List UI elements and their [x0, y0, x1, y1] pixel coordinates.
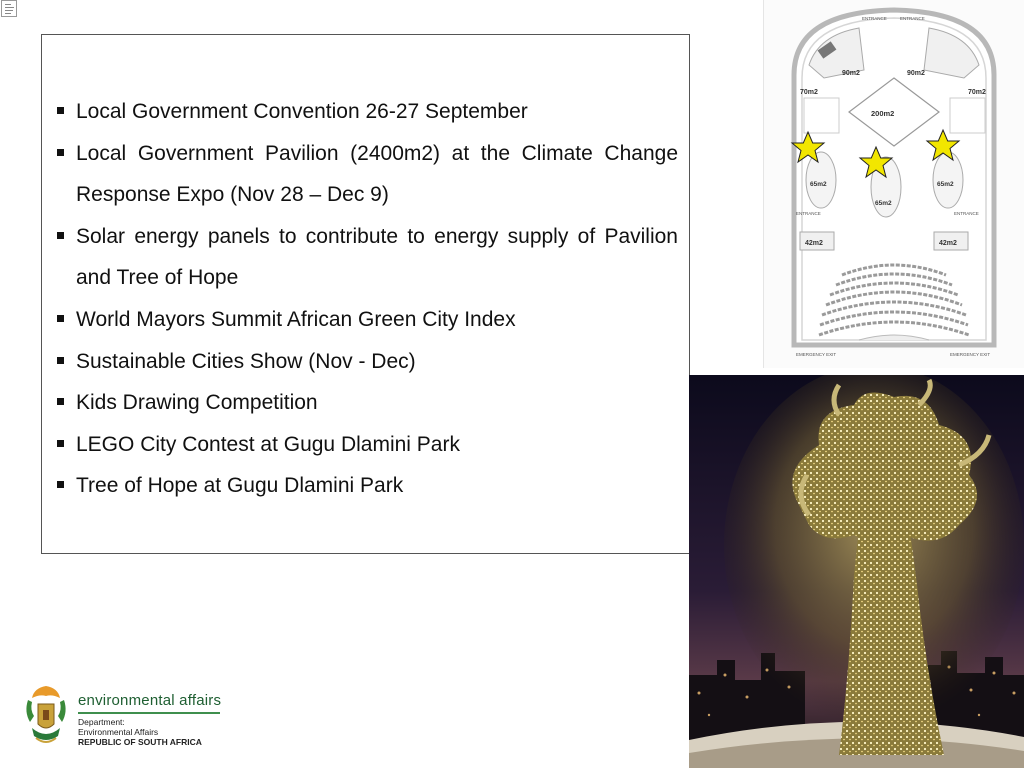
bullet-item: LEGO City Contest at Gugu Dlamini Park [56, 424, 678, 466]
pavilion-floor-plan [763, 0, 1024, 368]
bullet-item: Kids Drawing Competition [56, 382, 678, 424]
bullet-marker [57, 398, 64, 405]
room-90-label: 90m2 [842, 70, 860, 77]
bullet-list [56, 91, 678, 507]
room-90-label: 90m2 [907, 70, 925, 77]
floorplan-entrance-label: ENTRANCE [862, 16, 887, 21]
room-42-label: 42m2 [939, 240, 957, 247]
bullet-item: World Mayors Summit African Green City Index [56, 299, 678, 341]
bullet-marker [57, 440, 64, 447]
emergency-exit-label: EMERGENCY EXIT [796, 352, 837, 357]
bullet-item: Solar energy panels to contribute to energy supply of Pavilion and Tree of Hope [56, 216, 678, 299]
room-70-label: 70m2 [800, 89, 818, 96]
bullet-item: Sustainable Cities Show (Nov - Dec) [56, 341, 678, 383]
bullet-text-box [41, 34, 690, 554]
room-65-label: 65m2 [810, 181, 827, 188]
bullet-marker [57, 481, 64, 488]
floorplan-entrance-label: ENTRANCE [954, 211, 979, 216]
room-65-label: 65m2 [937, 181, 954, 188]
room-65-label: 65m2 [875, 200, 892, 207]
room-200-label: 200m2 [871, 109, 895, 118]
bullet-marker [57, 149, 64, 156]
logo-department-label: Department: [78, 717, 125, 727]
bullet-item: Local Government Pavilion (2400m2) at the Climate Change Response Expo (Nov 28 – Dec 9) [56, 133, 678, 216]
emergency-exit-label: EMERGENCY EXIT [950, 352, 991, 357]
bullet-marker [57, 315, 64, 322]
slide-thumbnail-icon [1, 0, 17, 17]
coat-of-arms-icon [18, 682, 74, 750]
department-logo [18, 682, 222, 750]
floorplan-entrance-label: ENTRANCE [796, 211, 821, 216]
bullet-item: Tree of Hope at Gugu Dlamini Park [56, 465, 678, 507]
logo-department-name: Environmental Affairs [78, 727, 159, 737]
floorplan-entrance-label: ENTRANCE [900, 16, 925, 21]
logo-country-name: REPUBLIC OF SOUTH AFRICA [78, 737, 202, 747]
bullet-marker [57, 232, 64, 239]
bullet-item: Local Government Convention 26-27 September [56, 91, 678, 133]
logo-title: environmental affairs [78, 692, 222, 709]
bullet-marker [57, 107, 64, 114]
room-42-label: 42m2 [805, 240, 823, 247]
room-70-label: 70m2 [968, 89, 986, 96]
logo-divider [78, 712, 220, 714]
bullet-marker [57, 357, 64, 364]
tree-of-hope-photo [689, 375, 1024, 768]
